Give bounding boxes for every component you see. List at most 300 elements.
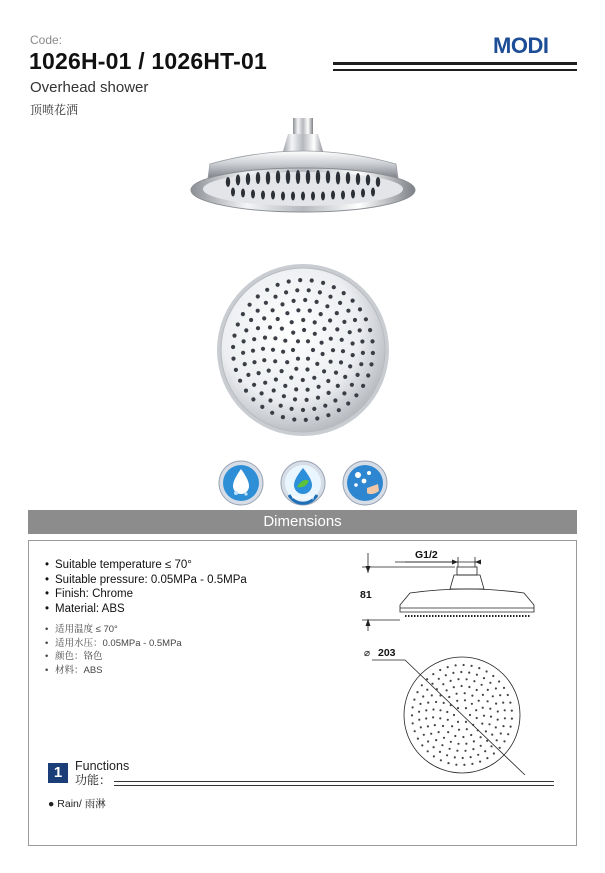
nozzle-dot — [450, 680, 452, 682]
nozzle-dot — [445, 674, 447, 676]
nozzle-dot — [334, 371, 338, 375]
nozzle-dot — [268, 325, 272, 329]
nozzle-dot — [328, 295, 332, 299]
bullet-icon: • — [45, 559, 50, 571]
product-photo-side — [190, 118, 416, 218]
nozzle-dot — [497, 719, 499, 721]
nozzle-dot — [341, 349, 345, 353]
nozzle-dot — [353, 318, 357, 322]
nozzle-dot — [312, 407, 316, 411]
spec-item — [45, 602, 247, 617]
anti-limescale-icon — [342, 460, 388, 506]
nozzle-dot — [317, 385, 321, 389]
nozzle-dot — [443, 702, 445, 704]
nozzle-dot — [489, 708, 491, 710]
nozzle-dot — [273, 295, 277, 299]
nozzle-dot — [303, 298, 307, 302]
nozzle-dot — [241, 351, 245, 355]
nozzle-dot — [438, 731, 440, 733]
nozzle-dot — [321, 281, 325, 285]
nozzle-dot — [280, 327, 284, 331]
nozzle-dot — [252, 337, 256, 341]
nozzle-dot — [470, 756, 472, 758]
nozzle-dot — [285, 311, 289, 315]
nozzle-dot — [511, 718, 513, 720]
nozzle-dot — [421, 744, 423, 746]
nozzle-dot — [340, 338, 344, 342]
nozzle-dot — [328, 318, 332, 322]
nozzle-dot — [440, 759, 442, 761]
nozzle-dot — [366, 373, 370, 377]
nozzle-dot — [416, 691, 418, 693]
nozzle-dot — [477, 729, 479, 731]
spec-item — [45, 587, 247, 602]
nozzle-dot — [421, 684, 423, 686]
specs-english — [45, 558, 247, 616]
spec-finish-cn: 颜色：铬色 — [55, 651, 103, 663]
nozzle-dot — [450, 741, 452, 743]
nozzle-dot — [478, 667, 480, 669]
product-name-cn: 顶喷花洒 — [30, 103, 79, 117]
nozzle-dot — [485, 730, 487, 732]
nozzle-dot — [511, 710, 513, 712]
nozzle-dot — [456, 750, 458, 752]
nozzle-dot — [447, 666, 449, 668]
spec-pressure: Suitable pressure: 0.05MPa - 0.5MPa — [55, 573, 247, 586]
nozzle-dot — [342, 320, 346, 324]
nozzle-dot — [469, 714, 471, 716]
nozzle-dot — [457, 678, 459, 680]
nozzle-dot — [323, 404, 327, 408]
nozzle-dot — [331, 348, 335, 352]
nozzle-dot — [471, 703, 473, 705]
nozzle-dot — [351, 341, 355, 345]
nozzle-dot — [473, 740, 475, 742]
nozzle-dot — [419, 703, 421, 705]
nozzle-dot — [281, 415, 285, 419]
nozzle-dot — [262, 358, 266, 362]
nozzle-dot — [312, 376, 316, 380]
nozzle-dot — [281, 350, 285, 354]
nozzle-dot — [296, 357, 300, 361]
nozzle-dot — [487, 689, 489, 691]
product-photo-front — [215, 262, 391, 438]
nozzle-dot — [486, 757, 488, 759]
nozzle-dot — [360, 339, 364, 343]
nozzle-dot — [465, 743, 467, 745]
nozzle-dot — [483, 715, 485, 717]
nozzle-dot — [315, 416, 319, 420]
nozzle-dot — [322, 369, 326, 373]
nozzle-dot — [431, 683, 433, 685]
product-name-en: Overhead shower — [30, 79, 149, 96]
functions-title-cn: 功能： — [75, 773, 112, 787]
nozzle-dot — [302, 328, 306, 332]
nozzle-dot — [486, 740, 488, 742]
nozzle-dot — [472, 724, 474, 726]
nozzle-dot — [263, 381, 267, 385]
nozzle-dot — [294, 387, 298, 391]
spec-temperature-cn: 适用温度 ≤ 70° — [55, 624, 118, 635]
nozzle-dot — [264, 301, 268, 305]
nozzle-dot — [364, 317, 368, 321]
nozzle-dot — [232, 334, 236, 338]
nozzle-dot — [510, 726, 512, 728]
nozzle-dot — [476, 717, 478, 719]
nozzle-dot — [496, 739, 498, 741]
nozzle-dot — [279, 404, 283, 408]
nozzle-dot — [280, 302, 284, 306]
nozzle-dot — [453, 714, 455, 716]
nozzle-dot — [477, 754, 479, 756]
diameter-symbol-icon: ⌀ — [364, 648, 371, 659]
nozzle-dot — [285, 360, 289, 364]
nozzle-dot — [499, 747, 501, 749]
nozzle-dot — [252, 383, 256, 387]
nozzle-dot — [292, 417, 296, 421]
nozzle-dot — [263, 336, 267, 340]
nozzle-dot — [495, 687, 497, 689]
spec-item-cn — [45, 650, 182, 664]
dimensions-header: Dimensions — [28, 510, 577, 534]
nozzle-dot — [274, 377, 278, 381]
nozzle-dot — [244, 389, 248, 393]
nozzle-dot — [338, 301, 342, 305]
nozzle-dot — [276, 283, 280, 287]
nozzle-dot — [412, 706, 414, 708]
function-number-badge: 1 — [48, 763, 68, 783]
nozzle-dot — [422, 695, 424, 697]
nozzle-dot — [298, 278, 302, 282]
bullet-icon: • — [45, 665, 49, 677]
nozzle-dot — [359, 362, 363, 366]
nozzle-dot — [273, 359, 277, 363]
nozzle-dot — [433, 746, 435, 748]
nozzle-dot — [348, 330, 352, 334]
nozzle-dot — [443, 737, 445, 739]
nozzle-dot — [495, 703, 497, 705]
nozzle-dot — [287, 279, 291, 283]
spec-material: Material: ABS — [55, 602, 125, 615]
nozzle-dot — [484, 750, 486, 752]
nozzle-dot — [488, 723, 490, 725]
nozzle-dot — [238, 379, 242, 383]
nozzle-dot — [507, 694, 509, 696]
nozzle-dot — [427, 702, 429, 704]
nozzle-dot — [244, 328, 248, 332]
nozzle-dot — [500, 732, 502, 734]
nozzle-dot — [462, 736, 464, 738]
nozzle-dot — [456, 693, 458, 695]
nozzle-dot — [432, 673, 434, 675]
nozzle-dot — [489, 682, 491, 684]
nozzle-dot — [418, 711, 420, 713]
nozzle-dot — [313, 320, 317, 324]
nozzle-dot — [425, 709, 427, 711]
nozzle-dot — [464, 692, 466, 694]
feature-icons — [218, 460, 388, 506]
nozzle-dot — [316, 396, 320, 400]
nozzle-dot — [471, 695, 473, 697]
nozzle-dot — [449, 748, 451, 750]
nozzle-dot — [327, 391, 331, 395]
spec-item — [45, 573, 247, 588]
nozzle-dot — [320, 341, 324, 345]
nozzle-dot — [231, 357, 235, 361]
functions-rule — [114, 781, 554, 786]
function-item — [48, 796, 106, 811]
water-saving-caption: Water saving — [291, 495, 315, 500]
bullet-icon: • — [45, 651, 49, 663]
nozzle-dot — [452, 672, 454, 674]
nozzle-dot — [490, 745, 492, 747]
nozzle-dot — [454, 756, 456, 758]
nozzle-dot — [249, 318, 253, 322]
nozzle-dot — [487, 700, 489, 702]
nozzle-dot — [313, 332, 317, 336]
nozzle-dot — [290, 320, 294, 324]
nozzle-dot — [433, 755, 435, 757]
nozzle-dot — [436, 688, 438, 690]
nozzle-dot — [282, 394, 286, 398]
nozzle-dot — [273, 336, 277, 340]
nozzle-dot — [464, 699, 466, 701]
spec-finish: Finish: Chrome — [55, 588, 133, 601]
nozzle-dot — [231, 345, 235, 349]
height-label: 81 — [360, 589, 372, 601]
spec-pressure-cn: 适用水压：0.05MPa - 0.5MPa — [55, 637, 182, 649]
nozzle-dot — [447, 731, 449, 733]
nozzle-dot — [332, 285, 336, 289]
nozzle-dot — [486, 670, 488, 672]
bullet-icon: • — [45, 637, 49, 649]
nozzle-dot — [427, 750, 429, 752]
nozzle-dot — [351, 299, 355, 303]
nozzle-dot — [414, 730, 416, 732]
nozzle-dot — [457, 743, 459, 745]
nozzle-dot — [236, 322, 240, 326]
nozzle-dot — [260, 391, 264, 395]
nozzle-dot — [280, 369, 284, 373]
nozzle-dot — [361, 351, 365, 355]
nozzle-dot — [325, 304, 329, 308]
nozzle-dot — [296, 339, 300, 343]
nozzle-dot — [262, 316, 266, 320]
nozzle-dot — [439, 709, 441, 711]
nozzle-dot — [509, 702, 511, 704]
nozzle-dot — [342, 391, 346, 395]
nozzle-dot — [482, 694, 484, 696]
nozzle-dot — [418, 719, 420, 721]
nozzle-dot — [311, 348, 315, 352]
nozzle-dot — [371, 351, 375, 355]
nozzle-dot — [432, 708, 434, 710]
nozzle-dot — [270, 411, 274, 415]
nozzle-dot — [455, 764, 457, 766]
nozzle-dot — [450, 704, 452, 706]
nozzle-dot — [356, 373, 360, 377]
nozzle-dot — [492, 695, 494, 697]
nozzle-dot — [291, 348, 295, 352]
nozzle-dot — [326, 379, 330, 383]
nozzle-dot — [251, 349, 255, 353]
nozzle-dot — [248, 303, 252, 307]
nozzle-dot — [435, 701, 437, 703]
nozzle-dot — [265, 288, 269, 292]
spec-item-cn — [45, 623, 182, 637]
nozzle-dot — [293, 397, 297, 401]
nozzle-dot — [292, 299, 296, 303]
nozzle-dot — [502, 702, 504, 704]
spec-item — [45, 558, 247, 573]
nozzle-dot — [295, 288, 299, 292]
nozzle-dot — [413, 699, 415, 701]
nozzle-dot — [307, 288, 311, 292]
nozzle-dot — [481, 684, 483, 686]
nozzle-dot — [358, 328, 362, 332]
nozzle-dot — [252, 360, 256, 364]
nozzle-dot — [305, 398, 309, 402]
nozzle-dot — [310, 278, 314, 282]
nozzle-dot — [466, 728, 468, 730]
nozzle-dot — [284, 290, 288, 294]
nozzle-dot — [308, 309, 312, 313]
bullet-icon: • — [45, 588, 50, 601]
nozzle-dot — [318, 290, 322, 294]
nozzle-dot — [502, 725, 504, 727]
nozzle-dot — [272, 388, 276, 392]
nozzle-dot — [458, 729, 460, 731]
nozzle-dot — [351, 353, 355, 357]
nozzle-dot — [498, 680, 500, 682]
nozzle-dot — [246, 373, 250, 377]
nozzle-dot — [475, 709, 477, 711]
nozzle-dot — [464, 750, 466, 752]
nozzle-dot — [503, 740, 505, 742]
nozzle-dot — [306, 357, 310, 361]
nozzle-dot — [495, 726, 497, 728]
nozzle-dot — [276, 317, 280, 321]
nozzle-dot — [480, 745, 482, 747]
nozzle-dot — [442, 683, 444, 685]
diameter-label: 203 — [378, 647, 396, 659]
nozzle-dot — [291, 331, 295, 335]
water-saving-icon — [218, 460, 264, 506]
nozzle-dot — [435, 739, 437, 741]
nozzle-dot — [425, 717, 427, 719]
nozzle-dot — [329, 337, 333, 341]
nozzle-dot — [465, 721, 467, 723]
nozzle-dot — [468, 686, 470, 688]
nozzle-dot — [361, 384, 365, 388]
nozzle-dot — [354, 393, 358, 397]
nozzle-dot — [446, 711, 448, 713]
nozzle-dot — [483, 677, 485, 679]
nozzle-dot — [289, 376, 293, 380]
code-label: Code: — [30, 33, 63, 47]
nozzle-dot — [426, 689, 428, 691]
nozzle-dot — [460, 671, 462, 673]
nozzle-dot — [256, 294, 260, 298]
eco-icon — [280, 460, 326, 506]
bullet-icon: • — [45, 624, 49, 635]
nozzle-dot — [329, 360, 333, 364]
nozzle-dot — [468, 672, 470, 674]
nozzle-dot — [290, 407, 294, 411]
nozzle-dot — [369, 362, 373, 366]
nozzle-dot — [427, 740, 429, 742]
nozzle-dot — [466, 678, 468, 680]
technical-drawing — [350, 545, 570, 775]
nozzle-dot — [257, 371, 261, 375]
nozzle-dot — [473, 680, 475, 682]
nozzle-dot — [470, 734, 472, 736]
bullet-icon: ● — [48, 798, 58, 810]
nozzle-dot — [471, 763, 473, 765]
nozzle-dot — [335, 327, 339, 331]
nozzle-dot — [497, 710, 499, 712]
nozzle-dot — [271, 348, 275, 352]
nozzle-dot — [342, 291, 346, 295]
nozzle-dot — [339, 360, 343, 364]
nozzle-dot — [296, 308, 300, 312]
nozzle-dot — [271, 308, 275, 312]
nozzle-dot — [336, 384, 340, 388]
nozzle-dot — [491, 734, 493, 736]
nozzle-dot — [426, 678, 428, 680]
nozzle-dot — [420, 726, 422, 728]
nozzle-dot — [463, 664, 465, 666]
nozzle-dot — [256, 326, 260, 330]
nozzle-dot — [446, 689, 448, 691]
nozzle-dot — [431, 694, 433, 696]
nozzle-dot — [305, 367, 309, 371]
nozzle-dot — [368, 328, 372, 332]
nozzle-dot — [358, 307, 362, 311]
nozzle-dot — [306, 339, 310, 343]
nozzle-dot — [243, 362, 247, 366]
nozzle-dot — [441, 744, 443, 746]
nozzle-dot — [504, 717, 506, 719]
nozzle-dot — [301, 378, 305, 382]
nozzle-dot — [242, 339, 246, 343]
nozzle-dot — [479, 761, 481, 763]
spec-material-cn: 材料：ABS — [55, 665, 103, 677]
nozzle-dot — [335, 311, 339, 315]
nozzle-dot — [322, 327, 326, 331]
nozzle-dot — [481, 723, 483, 725]
bullet-icon: • — [45, 602, 50, 615]
nozzle-dot — [306, 388, 310, 392]
nozzle-dot — [261, 347, 265, 351]
nozzle-dot — [326, 413, 330, 417]
nozzle-dot — [260, 405, 264, 409]
nozzle-dot — [370, 339, 374, 343]
nozzle-dot — [411, 714, 413, 716]
nozzle-dot — [430, 733, 432, 735]
nozzle-dot — [348, 364, 352, 368]
nozzle-dot — [453, 686, 455, 688]
nozzle-dot — [447, 762, 449, 764]
nozzle-dot — [294, 367, 298, 371]
nozzle-dot — [412, 722, 414, 724]
nozzle-dot — [454, 735, 456, 737]
nozzle-dot — [432, 716, 434, 718]
nozzle-dot — [490, 716, 492, 718]
nozzle-dot — [451, 725, 453, 727]
nozzle-dot — [267, 369, 271, 373]
thread-size-label: G1/2 — [415, 549, 438, 561]
